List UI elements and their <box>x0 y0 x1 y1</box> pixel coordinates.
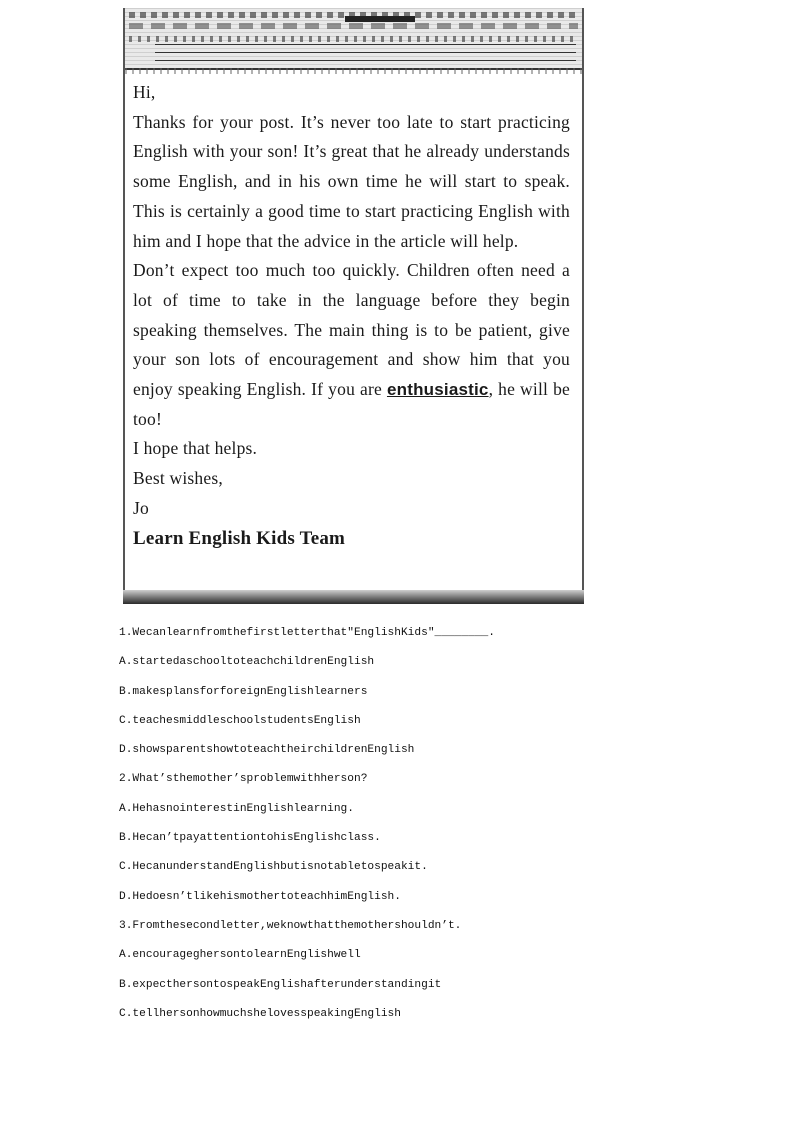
option-3b: B.expecthersontospeakEnglishafterunderstandingit <box>119 978 442 991</box>
email-closing-2: Best wishes, <box>133 468 223 489</box>
option-2d: D.Hedoesn’tlikehismothertoteachhimEnglish. <box>119 890 401 903</box>
option-2a: A.HehasnointerestinEnglishlearning. <box>119 802 354 815</box>
header-field-line <box>155 60 576 61</box>
option-2c: C.HecanunderstandEnglishbutisnotabletospeakit. <box>119 861 428 874</box>
email-closing-1: I hope that helps. <box>133 438 258 459</box>
option-1b: B.makesplansforforeignEnglishlearners <box>119 685 368 698</box>
keyword-enthusiastic: enthusiastic <box>386 380 489 400</box>
paragraph-2-text: Don’t expect too much too quickly. Children often need a lot of time to take in the language before they begin speaking themselves. The main thing is to be patient, give your son lots of encouragement and show him that you enjoy speaking English. If you are <box>133 260 570 400</box>
questions-section <box>119 619 719 1029</box>
header-field-line <box>155 52 576 53</box>
ruler-strip <box>125 68 582 74</box>
option-2b: B.Hecan’tpayattentiontohisEnglishclass. <box>119 832 381 845</box>
question-2: 2.What’sthemother’sproblemwithherson? <box>119 773 368 786</box>
toolbar-buttons-row <box>129 23 578 29</box>
title-bar <box>345 16 415 22</box>
option-3c: C.tellhersonhowmuchshelovesspeakingEnglish <box>119 1007 401 1020</box>
email-status-bar <box>123 590 584 604</box>
email-signer-name: Jo <box>133 497 149 518</box>
email-team-signature: Learn English Kids Team <box>133 527 346 549</box>
option-1a: A.startedaschooltoteachchildrenEnglish <box>119 656 375 669</box>
option-3a: A.encourageghersontolearnEnglishwell <box>119 949 361 962</box>
email-toolbar <box>125 8 582 70</box>
question-3: 3.Fromthesecondletter,weknowthatthemothershouldn’t. <box>119 919 462 932</box>
toolbar-icons-row <box>129 36 578 42</box>
email-body <box>133 78 570 553</box>
option-1d: D.showsparentshowtoteachtheirchildrenEnglish <box>119 744 415 757</box>
header-field-line <box>155 44 576 45</box>
email-screenshot <box>123 8 584 604</box>
email-greeting: Hi, <box>133 82 156 102</box>
question-1: 1.Wecanlearnfromthefirstletterthat"EnglishKids"________. <box>119 627 495 639</box>
paragraph-2-end: , he will be too! <box>133 379 570 429</box>
email-paragraph-1: Thanks for your post. It’s never too late to start practicing English with your son! It’s great that he already understands some English, and in his own time he will start to speak. This is certainly a good time to start practicing English with him and I hope that the advice in the article will help. <box>133 111 570 251</box>
email-paragraph-2 <box>133 256 570 434</box>
option-1c: C.teachesmiddleschoolstudentsEnglish <box>119 714 361 727</box>
